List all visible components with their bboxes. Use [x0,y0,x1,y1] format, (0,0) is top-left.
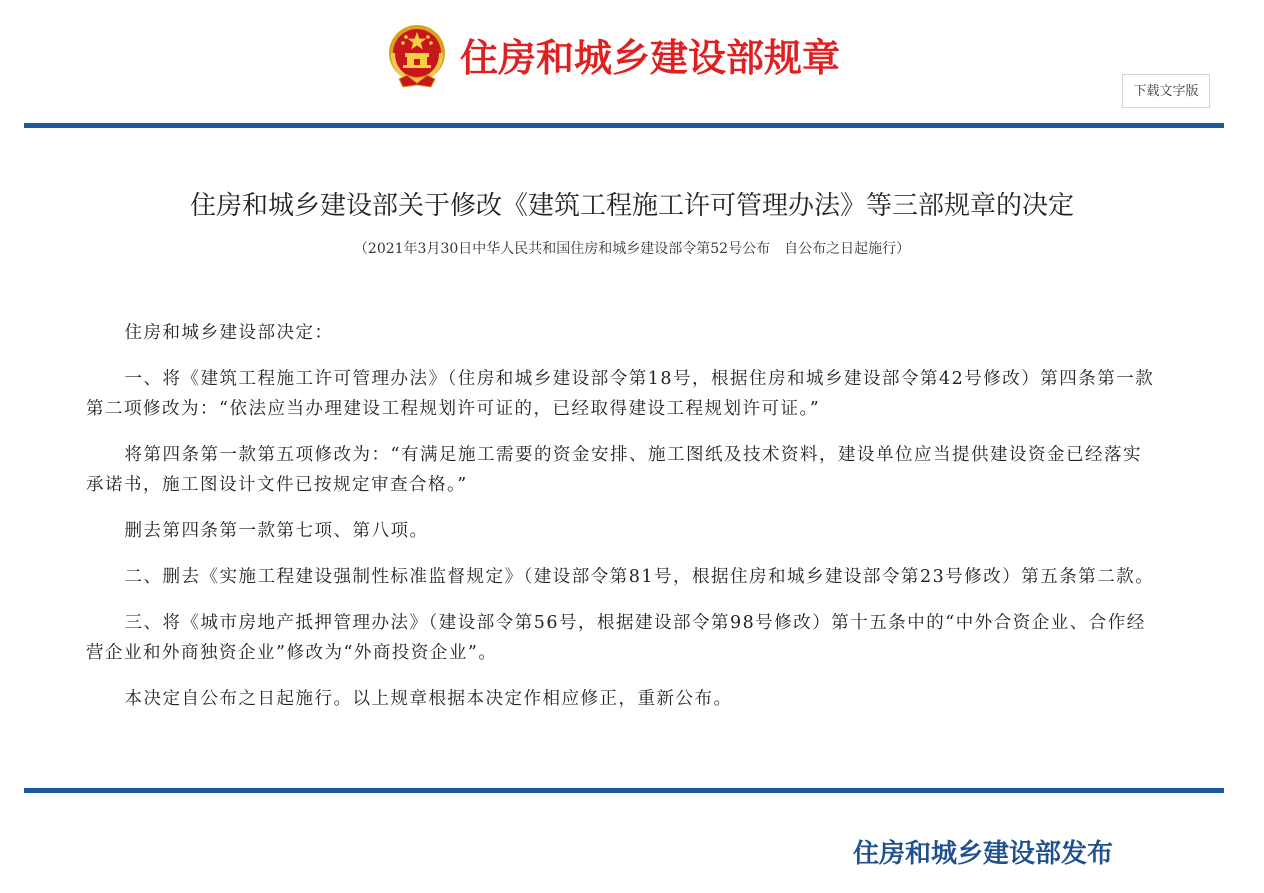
national-emblem-icon [385,23,449,89]
site-header [0,0,1264,125]
body-paragraph: 住房和城乡建设部决定： [124,323,334,343]
document-subtitle: （2021年3月30日中华人民共和国住房和城乡建设部令第52号公布 自公布之日起施行） [353,241,911,257]
body-paragraph: 本决定自公布之日起施行。以上规章根据本决定作相应修正，重新公布。 [124,689,733,709]
body-paragraph: 三、将《城市房地产抵押管理办法》（建设部令第56号，根据建设部令第98号修改）第十五条中的“中外合资企业、合作经营企业和外商独资企业”修改为“外商投资企业”。 [86,613,1146,663]
body-paragraph: 一、将《建筑工程施工许可管理办法》（住房和城乡建设部令第18号，根据住房和城乡建设部令第42号修改）第四条第一款第二项修改为：“依法应当办理建设工程规划许可证的，已经取得建设工程规划许可证。” [86,369,1155,419]
download-text-version-button[interactable]: 下载文字版 [1122,74,1210,108]
body-paragraph: 二、删去《实施工程建设强制性标准监督规定》（建设部令第81号，根据住房和城乡建设部令第23号修改）第五条第二款。 [124,567,1155,587]
body-paragraph: 将第四条第一款第五项修改为：“有满足施工需要的资金安排、施工图纸及技术资料，建设单位应当提供建设资金已经落实承诺书，施工图设计文件已按规定审查合格。” [86,445,1142,495]
document-body [86,318,1158,730]
header-divider [24,123,1224,128]
document-title: 住房和城乡建设部关于修改《建筑工程施工许可管理办法》等三部规章的决定 [189,191,1074,221]
publisher-signature: 住房和城乡建设部发布 [853,839,1114,869]
body-paragraph: 删去第四条第一款第七项、第八项。 [124,521,429,541]
footer-divider [24,788,1224,793]
site-title: 住房和城乡建设部规章 [460,36,841,80]
